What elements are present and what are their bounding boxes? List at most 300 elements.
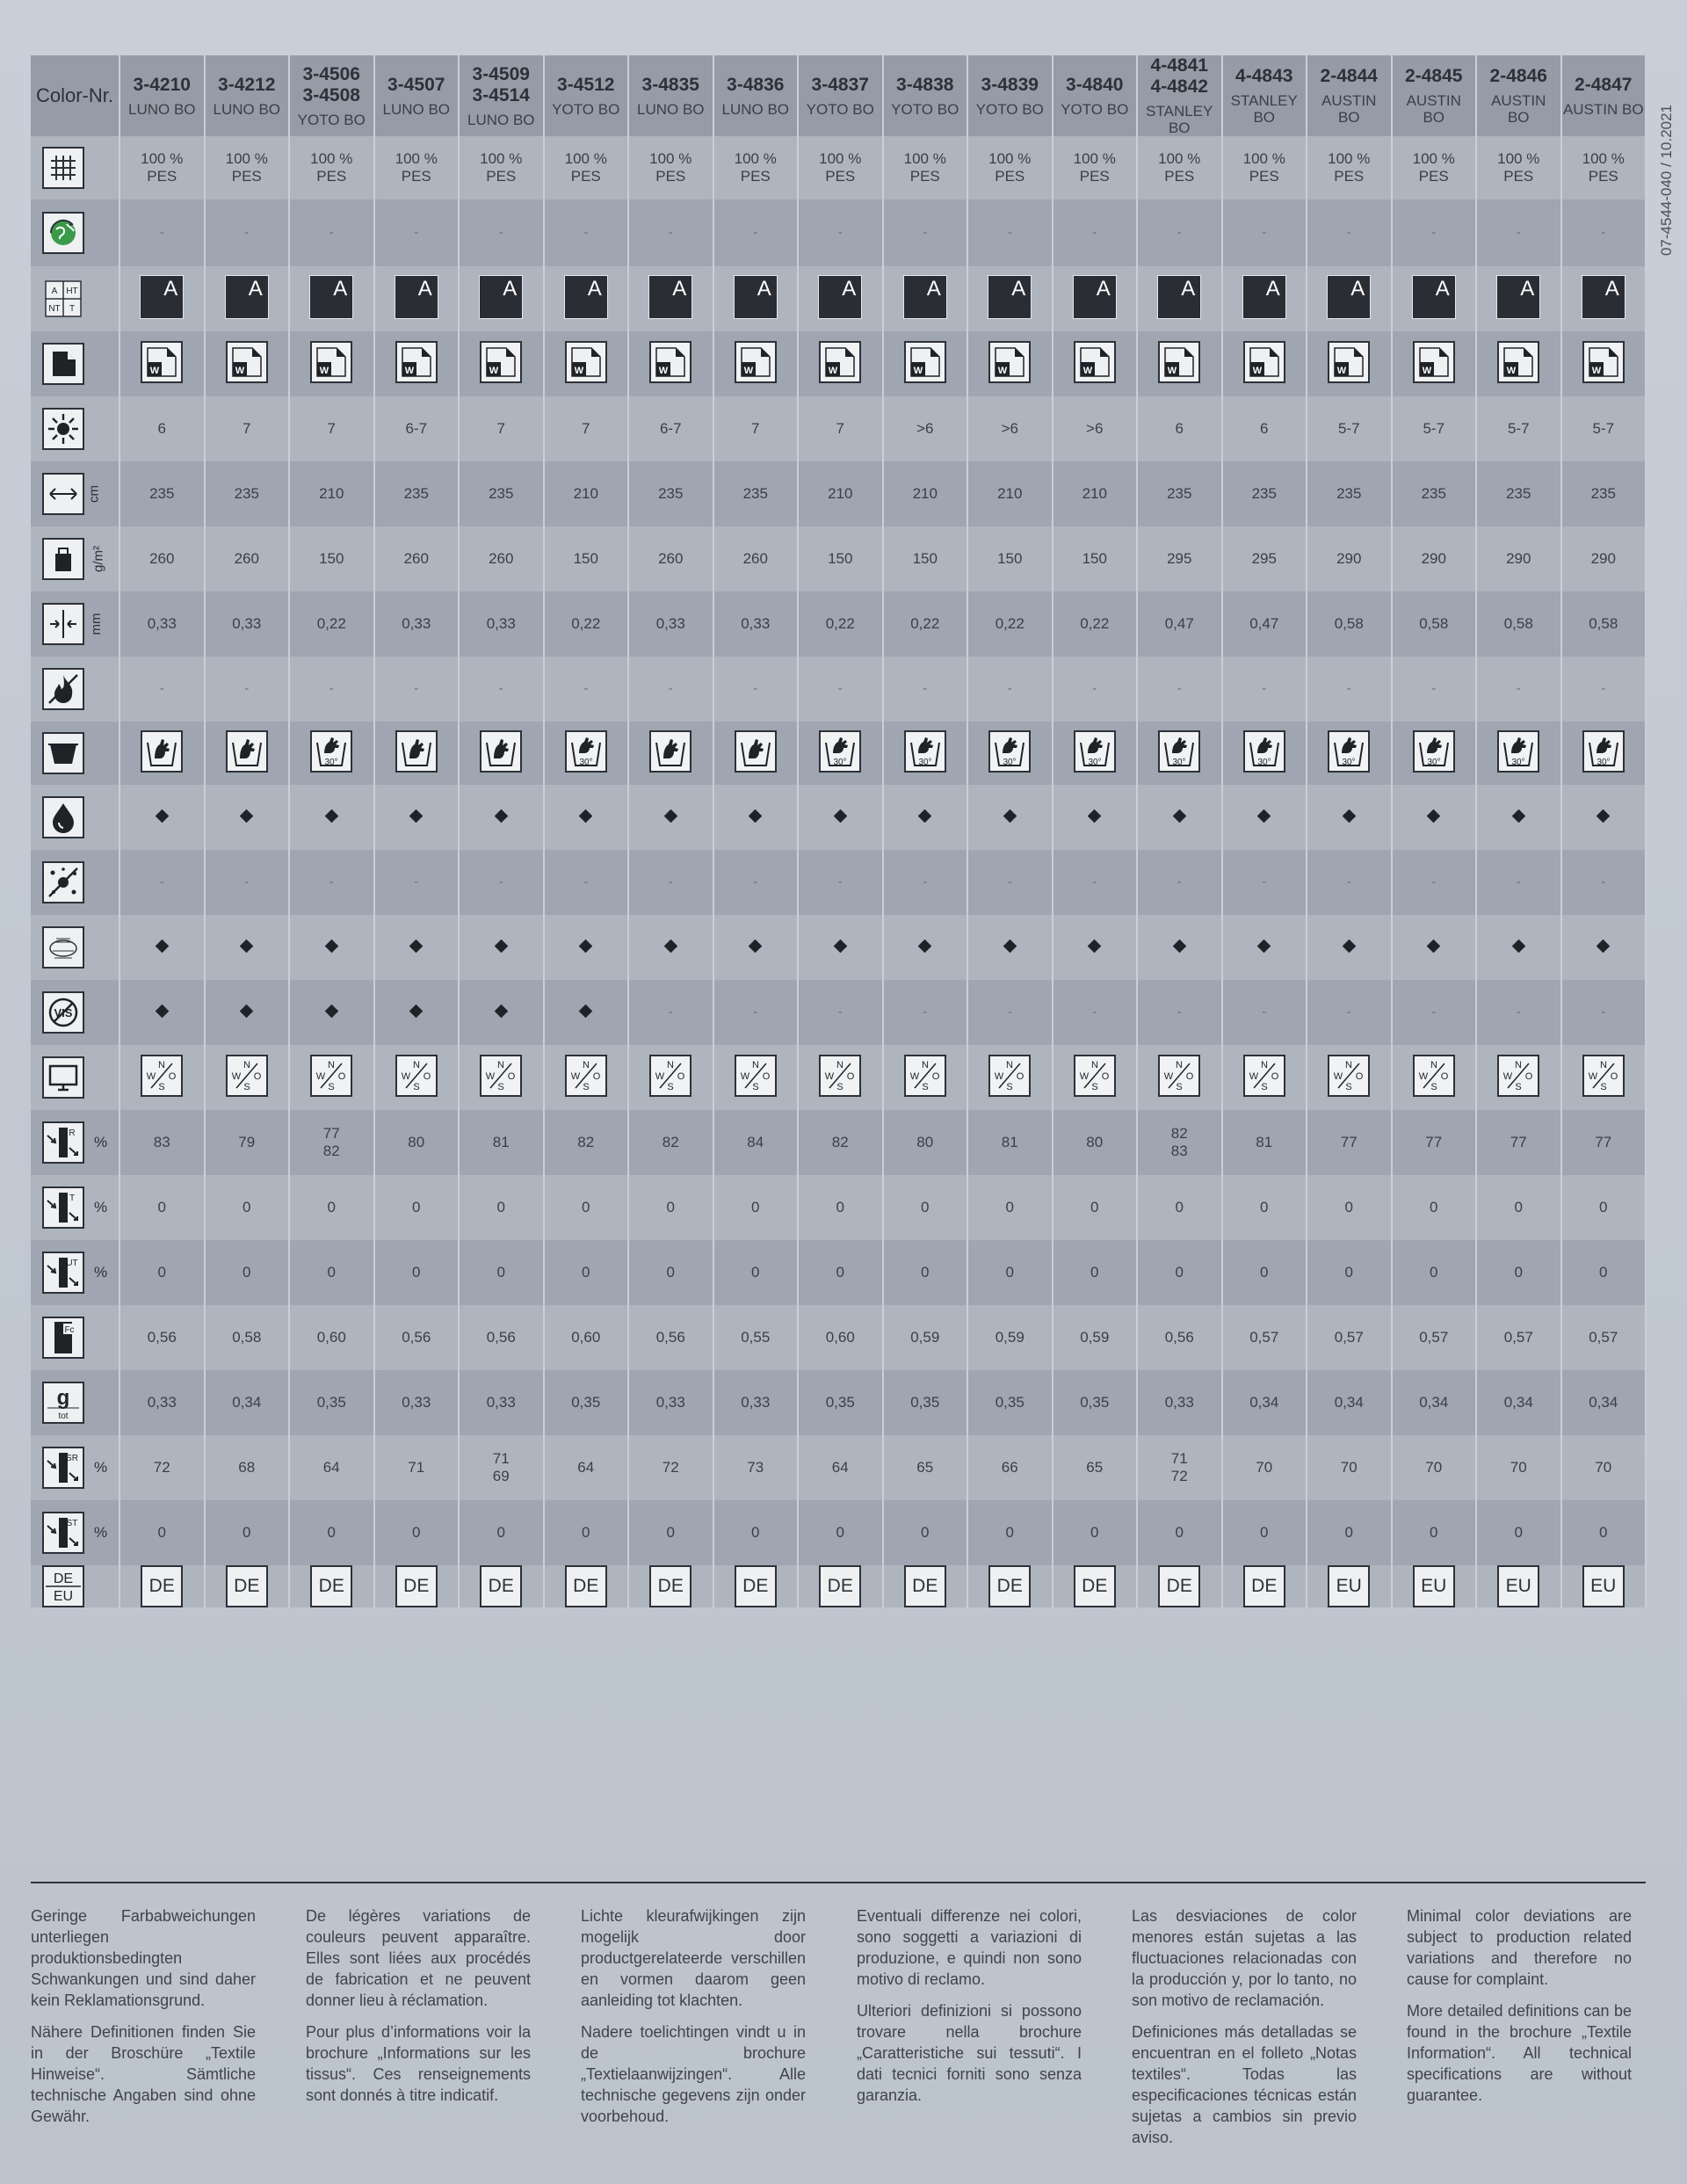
cell [798,1045,883,1110]
feature-mark [324,809,338,824]
feature-mark [1511,809,1525,824]
compass-n: N [1599,1059,1607,1070]
cell [1392,461,1477,526]
cell [1053,1175,1138,1240]
cell-value: - [244,225,250,240]
wash-temp: 30° [1511,757,1525,767]
cell [1307,1045,1392,1110]
cell-value: 0,57 [1334,1329,1364,1346]
cell [544,526,629,591]
cell-value: 0 [666,1199,675,1215]
cell [628,915,713,980]
cell [628,266,713,331]
cell [374,980,460,1045]
cell [544,396,629,461]
cell [1222,1305,1307,1370]
cell [1307,1565,1392,1607]
cell-value: 65 [916,1459,934,1476]
product-name [290,112,373,128]
cell [967,915,1053,980]
cell [628,396,713,461]
cell-value: 290 [1421,550,1446,567]
cell [967,722,1053,785]
application-letter: A [672,276,687,301]
footer-paragraph: Geringe Farbabweichungen unterliegen produktionsbedingten Schwankungen und sind daher kein Reklamationsgrund. [31,1907,256,2009]
cell [1222,1500,1307,1565]
wash-temp: 30° [1257,757,1271,767]
region-icon [42,1565,84,1607]
cell [1392,331,1477,396]
cell [374,591,460,657]
footer-paragraph: Nadere toelichtingen vindt u in de brochure „Textielaanwijzingen“. Alle technische gegevens zijn onder voorbehoud. [581,2023,806,2125]
cell [883,266,968,331]
cell [205,785,290,850]
cell-value: - [837,225,843,240]
application-letter: A [1011,276,1026,301]
compass-w: W [1503,1070,1513,1082]
cell-value: - [1346,225,1351,240]
fabric-type-icon [819,341,861,383]
application-letter: A [1435,276,1450,301]
cell-value: 79 [238,1134,256,1150]
cell-value: 0 [243,1264,251,1281]
cell-value: >6 [1001,420,1018,437]
fabric-type-icon [735,341,777,383]
cell-value: 100 % [141,150,184,167]
application-badge [140,275,184,319]
cell-value: 260 [403,550,429,567]
product-name [629,101,713,118]
cell [1137,591,1222,657]
cell-value: 100 % [310,150,353,167]
cell [1053,980,1138,1045]
compass-n: N [751,1059,759,1070]
wash-temp: 30° [324,757,338,767]
cell [713,1110,799,1175]
orientation-icon [988,1055,1031,1097]
cell-value: 0,34 [1589,1394,1618,1411]
color-code: 2-4847 [1575,74,1633,95]
cell [1222,785,1307,850]
cell-value: PES [1503,168,1534,185]
cell [374,266,460,331]
cell [1137,1240,1222,1305]
compass-w: W [1079,1070,1089,1082]
cell [1307,1435,1392,1500]
feature-mark [579,809,593,824]
cell [289,396,374,461]
cell-value: PES [825,168,856,185]
cell [1137,722,1222,785]
cell [459,1565,544,1607]
application-letter: A [1181,276,1196,301]
cell-value: 0,60 [825,1329,855,1346]
cell [205,526,290,591]
footer-paragraph: More detailed definitions can be found in the brochure „Textile Information“. All technical specifications are without guarantee. [1407,2002,1632,2104]
column-header [967,55,1053,136]
cell [883,396,968,461]
cell-value: 100 % [1582,150,1625,167]
compass-n: N [1090,1059,1098,1070]
fabric-type-letter: W [913,365,923,376]
compass-s: S [922,1081,929,1092]
cell-value: 81 [1001,1134,1018,1150]
cell [883,1500,968,1565]
cell [1476,1565,1561,1607]
svg-text:R: R [69,1128,76,1138]
cell [1476,1175,1561,1240]
cell-value: 100 % [1412,150,1455,167]
product-name-line: AUSTIN [1321,92,1377,109]
row-window-orientation [31,1045,1646,1110]
cell-value: 235 [149,485,175,502]
cell [798,850,883,915]
cell [289,1370,374,1435]
cell [967,1565,1053,1607]
product-name [884,101,967,118]
feature-mark [240,940,254,954]
cell-value: PES [655,168,686,185]
cell-value: - [159,225,164,240]
orientation-icon [735,1055,777,1097]
compass-o: O [1101,1070,1110,1082]
cell-value: 260 [658,550,684,567]
svg-text:T: T [69,304,76,314]
no-vis-icon [42,991,84,1034]
footer-paragraph: Lichte kleurafwijkingen zijn mogelijk door productgerelateerde verschillen en vormen daarom geen aanleiding tot klachten. [581,1907,806,2009]
fabric-type-icon [310,341,352,383]
region-badge: DE [480,1565,522,1607]
product-name [799,101,882,118]
color-code: 4-4842 [1150,76,1208,97]
fabric-type-icon [988,341,1031,383]
cell [289,1435,374,1500]
cell [1561,1565,1647,1607]
cell [459,722,544,785]
cell [544,1240,629,1305]
cell-value: 6-7 [405,420,428,437]
cell [1222,1110,1307,1175]
row-label-lightfastness [31,396,119,461]
compass-w: W [486,1070,496,1082]
column-header [1476,55,1561,136]
cell [459,785,544,850]
cell-value: 0,59 [910,1329,940,1346]
cell [119,785,205,850]
compass-w: W [1588,1070,1597,1082]
svg-text:T: T [69,1194,76,1203]
cell [544,722,629,785]
compass-o: O [762,1070,771,1082]
application-letter: A [842,276,857,301]
color-code: 3-4838 [896,74,954,95]
cell [544,200,629,266]
compass-n: N [582,1059,590,1070]
cell-value: 6 [157,420,166,437]
color-code: 3-4212 [218,74,276,95]
cell-value: - [1092,225,1097,240]
compass-n: N [328,1059,336,1070]
cell [713,722,799,785]
cell [628,461,713,526]
cell [1053,915,1138,980]
cell [1222,396,1307,461]
cell-value: PES [1588,168,1618,185]
fabric-type-icon [1413,341,1455,383]
feature-mark [579,940,593,954]
feature-mark [833,809,847,824]
cell [1392,1565,1477,1607]
compass-w: W [909,1070,919,1082]
product-name-line: AUSTIN BO [1562,100,1644,118]
cell [459,1240,544,1305]
cell-value: 64 [577,1459,595,1476]
color-code: 3-4840 [1066,74,1124,95]
cell [798,266,883,331]
cell [967,1370,1053,1435]
cell [883,1370,968,1435]
application-letter: A [503,276,518,301]
cell-value: - [583,225,589,240]
compass-s: S [1261,1081,1268,1092]
footer-note-it [857,1905,1082,2116]
cell-value: 0 [157,1264,166,1281]
product-name [1393,92,1476,126]
cell [967,266,1053,331]
cell-value: 210 [997,485,1023,502]
cell [883,526,968,591]
cell-value: 5-7 [1337,420,1360,437]
color-code: 3-4835 [641,74,699,95]
cell-value: 84 [747,1134,764,1150]
row-label-region [31,1565,119,1607]
cell [1137,266,1222,331]
cell-value: 235 [742,485,768,502]
cell [1053,1435,1138,1500]
cell [205,722,290,785]
cell-value: 0 [666,1264,675,1281]
compass-o: O [507,1070,516,1082]
fabric-type-letter: W [998,365,1008,376]
cell [289,1500,374,1565]
cell-value: PES [1418,168,1449,185]
application-badge [1073,275,1117,319]
compass-o: O [1524,1070,1533,1082]
fabric-type-letter: W [743,365,753,376]
cell [1222,266,1307,331]
cell-value: 7 [836,420,844,437]
row-label-solar-reflection [31,1435,119,1500]
cell-value: 0 [1175,1524,1184,1541]
product-name-line: YOTO BO [297,111,366,128]
cell-value: 0 [1175,1199,1184,1215]
cell [119,1240,205,1305]
application-badge [1242,275,1286,319]
cell [205,591,290,657]
product-name-line: BO [1168,120,1191,136]
cell-value: 0 [243,1524,251,1541]
flame-icon [42,668,84,710]
cell-value: PES [401,168,431,185]
compass-w: W [740,1070,749,1082]
cell [119,1370,205,1435]
feature-none: - [753,1005,758,1019]
product-name-line: STANLEY [1146,103,1213,120]
cell [628,1500,713,1565]
cell-value: PES [147,168,177,185]
cell [713,331,799,396]
cell [119,266,205,331]
cell-value: - [498,225,503,240]
cell [289,1110,374,1175]
eco-globe-icon [42,212,84,254]
cell [628,1240,713,1305]
product-name-line: LUNO BO [721,100,790,118]
cell-value: 0 [1344,1199,1353,1215]
cell [1222,1370,1307,1435]
cell [374,722,460,785]
region-badge: DE [819,1565,861,1607]
cell [459,526,544,591]
product-name [714,101,798,118]
cell [459,1175,544,1240]
cell [544,136,629,200]
fabric-type-icon [141,341,183,383]
cell [1561,785,1647,850]
cell [967,1305,1053,1370]
cell [798,461,883,526]
footer-note-fr [306,1905,531,2116]
product-name [460,112,543,128]
cell [883,591,968,657]
compass-s: S [1600,1081,1607,1092]
cell [119,1110,205,1175]
hand-wash-icon [649,730,691,773]
cell-value: 0 [751,1199,760,1215]
application-letter: A [163,276,178,301]
cell [1392,980,1477,1045]
cell [459,461,544,526]
fabric-type-letter: W [1507,365,1517,376]
footer-paragraph: Ulteriori definizioni si possono trovare nella brochure „Caratteristiche sui tessuti“. I dati tecnici forniti sono senza garanzia. [857,2002,1082,2104]
product-name-line: LUNO BO [467,111,535,128]
cell-value: 0 [1005,1264,1014,1281]
cell [119,526,205,591]
cell-value: - [244,874,250,889]
cell [1476,1500,1561,1565]
cell-value: 80 [1086,1134,1104,1150]
compass-s: S [667,1081,674,1092]
cell-value: 0 [1430,1264,1438,1281]
machine-wash-30-icon [1158,730,1200,773]
svg-text:ST: ST [66,1519,78,1528]
cell [119,657,205,722]
cell [459,1045,544,1110]
fabric-type-letter: W [150,365,160,376]
cell [883,200,968,266]
cell-value: 64 [831,1459,849,1476]
cell-value: 100 % [1328,150,1371,167]
cell [1476,980,1561,1045]
cell-value: 0 [1090,1199,1099,1215]
cell-value: 0 [1175,1264,1184,1281]
cell [1137,980,1222,1045]
cell-value: 0,35 [1080,1394,1110,1411]
compass-s: S [328,1081,335,1092]
cell-value: - [329,874,334,889]
cell [713,1045,799,1110]
cell-value: - [329,681,334,696]
cell-value: 0 [1430,1199,1438,1215]
cell-value: >6 [916,420,934,437]
cell-value: - [1601,225,1606,240]
product-name-line: YOTO BO [891,100,959,118]
hand-wash-icon [480,730,522,773]
product-name-line: YOTO BO [1061,100,1129,118]
cell [628,1110,713,1175]
cell [544,850,629,915]
orientation-icon [1328,1055,1370,1097]
cell-value: 81 [1256,1134,1273,1150]
cell [967,396,1053,461]
cell-value: 0 [1599,1264,1608,1281]
cell [205,1500,290,1565]
cell [1053,722,1138,785]
cell [1222,461,1307,526]
product-name-line: LUNO BO [127,100,196,118]
cell [798,331,883,396]
column-header [1392,55,1477,136]
cell-value: - [1007,681,1012,696]
cell [798,396,883,461]
cell-value: 0 [1599,1524,1608,1541]
unit-label: % [94,1199,108,1215]
cell [544,266,629,331]
cell [289,1175,374,1240]
transmission-icon [42,1186,84,1229]
cell [1476,1370,1561,1435]
cell-value: 0 [751,1524,760,1541]
feature-mark [1088,940,1102,954]
feature-mark [1003,809,1017,824]
compass-w: W [1418,1070,1428,1082]
cell [1476,591,1561,657]
product-name-line: LUNO BO [636,100,705,118]
cell [1561,1175,1647,1240]
compass-w: W [316,1070,326,1082]
cell-value: 235 [1251,485,1277,502]
column-header [1307,55,1392,136]
feature-mark [1172,809,1186,824]
fabric-type-icon [1582,341,1625,383]
cell-value: 0,56 [486,1329,516,1346]
cell [289,461,374,526]
cell [1053,1305,1138,1370]
compass-o: O [168,1070,177,1082]
cell [883,1240,968,1305]
cell [967,1045,1053,1110]
feature-none: - [837,1005,843,1019]
cell [1222,1045,1307,1110]
cell [1053,200,1138,266]
cell-value: 0,57 [1249,1329,1279,1346]
cell [628,200,713,266]
row-application [31,266,1646,331]
unit-label: cm [86,485,102,503]
application-letter: A [926,276,941,301]
cell [713,657,799,722]
feature-mark [1596,809,1611,824]
